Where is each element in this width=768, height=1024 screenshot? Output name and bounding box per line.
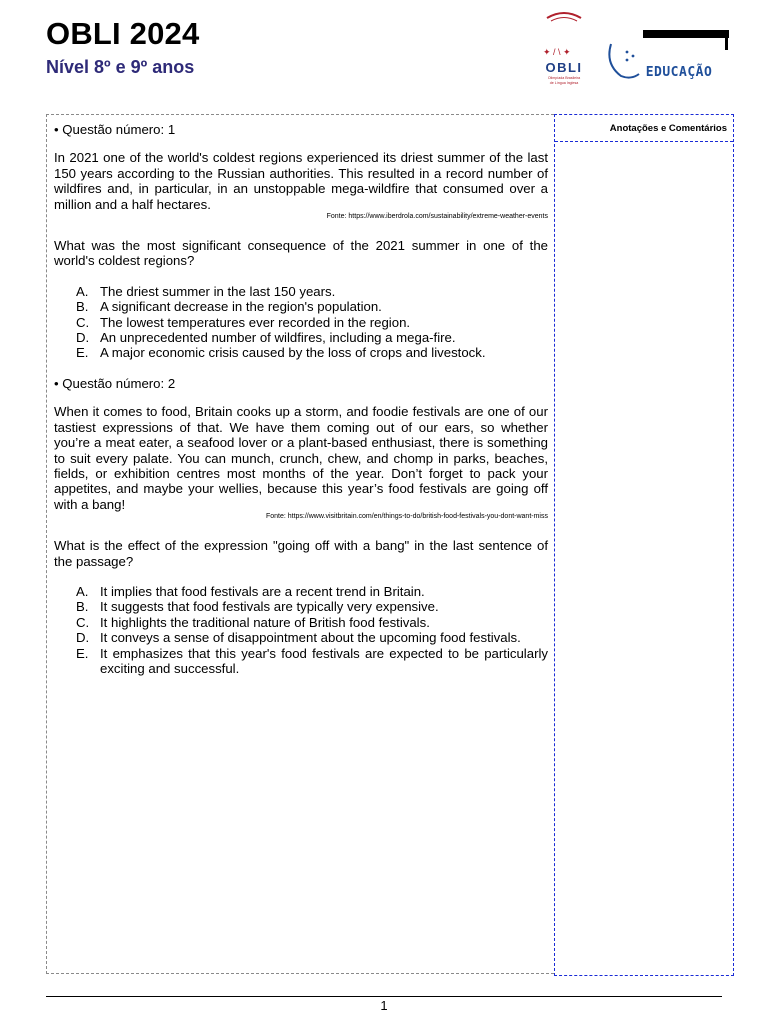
option-letter: B. — [76, 299, 89, 315]
source-citation: Fonte: https://www.visitbritain.com/en/things-to-do/british-food-festivals-you-dont-want-miss — [265, 513, 548, 521]
answer-options — [54, 284, 548, 361]
option-c — [76, 315, 548, 330]
option-text: It conveys a sense of disappointment about the upcoming food festivals. — [100, 630, 521, 646]
option-d — [76, 330, 548, 345]
question-prompt: What is the effect of the expression "going off with a bang" in the last sentence of the passage? — [54, 538, 548, 569]
svg-text:de Língua Inglesa: de Língua Inglesa — [549, 81, 579, 85]
option-letter: C. — [76, 614, 90, 630]
annotations-title: Anotações e Comentários — [555, 115, 733, 142]
option-letter: A. — [76, 583, 89, 599]
question-heading: • Questão número: 2 — [54, 375, 176, 391]
question-2 — [54, 376, 548, 677]
question-prompt: What was the most significant consequence of the 2021 summer in one of the world's coldest regions? — [54, 238, 548, 269]
page-subtitle: Nível 8º e 9º anos — [46, 57, 195, 77]
option-text: The driest summer in the last 150 years. — [100, 283, 336, 299]
source-citation: Fonte: https://www.iberdrola.com/sustainability/extreme-weather-events — [326, 213, 548, 221]
obli-logo-text: OBLI — [545, 60, 583, 75]
option-letter: B. — [76, 599, 89, 615]
option-text: It emphasizes that this year's food festivals are expected to be particularly exciting and successful. — [100, 645, 548, 676]
option-text: A significant decrease in the region's population. — [100, 299, 382, 315]
option-text: It suggests that food festivals are typically very expensive. — [100, 599, 439, 615]
passage-text: In 2021 one of the world's coldest regions experienced its driest summer of the last 150 years according to the Russian authorities. This resulted in a record number of wildfires and, in particular, in an unstoppable mega-wildfire that consumed over a million and a half hectares. — [54, 150, 548, 212]
option-e — [76, 345, 548, 360]
option-letter: A. — [76, 283, 89, 299]
question-heading: • Questão número: 1 — [54, 122, 176, 137]
option-a — [76, 584, 548, 599]
option-text: An unprecedented number of wildfires, including a mega-fire. — [100, 330, 456, 346]
option-text: A major economic crisis caused by the loss of crops and livestock. — [100, 345, 486, 361]
seleta-educacao-logo — [603, 30, 731, 82]
option-text: It implies that food festivals are a recent trend in Britain. — [100, 583, 425, 599]
obli-logo — [533, 10, 595, 90]
option-letter: D. — [76, 630, 90, 646]
seleta-logo-text: EDUCAÇÃO — [645, 65, 713, 80]
answer-options — [54, 584, 548, 676]
page-number: 1 — [380, 998, 388, 1013]
option-e — [76, 646, 548, 677]
annotations-sidebar — [554, 114, 734, 976]
option-letter: E. — [76, 645, 89, 661]
option-letter: D. — [76, 330, 90, 346]
passage-text: When it comes to food, Britain cooks up a storm, and foodie festivals are one of our tastiest expressions of that. We have them coming out of our ears, so whether you’re a meat eater, a seafood lover or a plant-based enthusiast, there is something to suit every palate. You can munch, crunch, chew, and chomp in parks, beaches, fields, or exhibition centres most months of the year. Don’t forget to pack your appetites, and maybe your wellies, because this year’s food festivals are going off with a bang! — [54, 404, 548, 512]
option-letter: E. — [76, 345, 89, 361]
option-b — [76, 299, 548, 314]
option-text: The lowest temperatures ever recorded in the region. — [100, 314, 411, 330]
svg-text:✦ / \ ✦: ✦ / \ ✦ — [543, 47, 571, 57]
option-d — [76, 630, 548, 645]
page-title: OBLI 2024 — [46, 16, 200, 51]
option-b — [76, 599, 548, 614]
question-1 — [54, 122, 548, 361]
option-letter: C. — [76, 314, 90, 330]
questions-content — [54, 122, 548, 691]
option-a — [76, 284, 548, 299]
footer-divider — [46, 996, 722, 997]
option-text: It highlights the traditional nature of British food festivals. — [100, 614, 430, 630]
option-c — [76, 615, 548, 630]
svg-text:Olimpíada Brasileira: Olimpíada Brasileira — [547, 76, 581, 80]
